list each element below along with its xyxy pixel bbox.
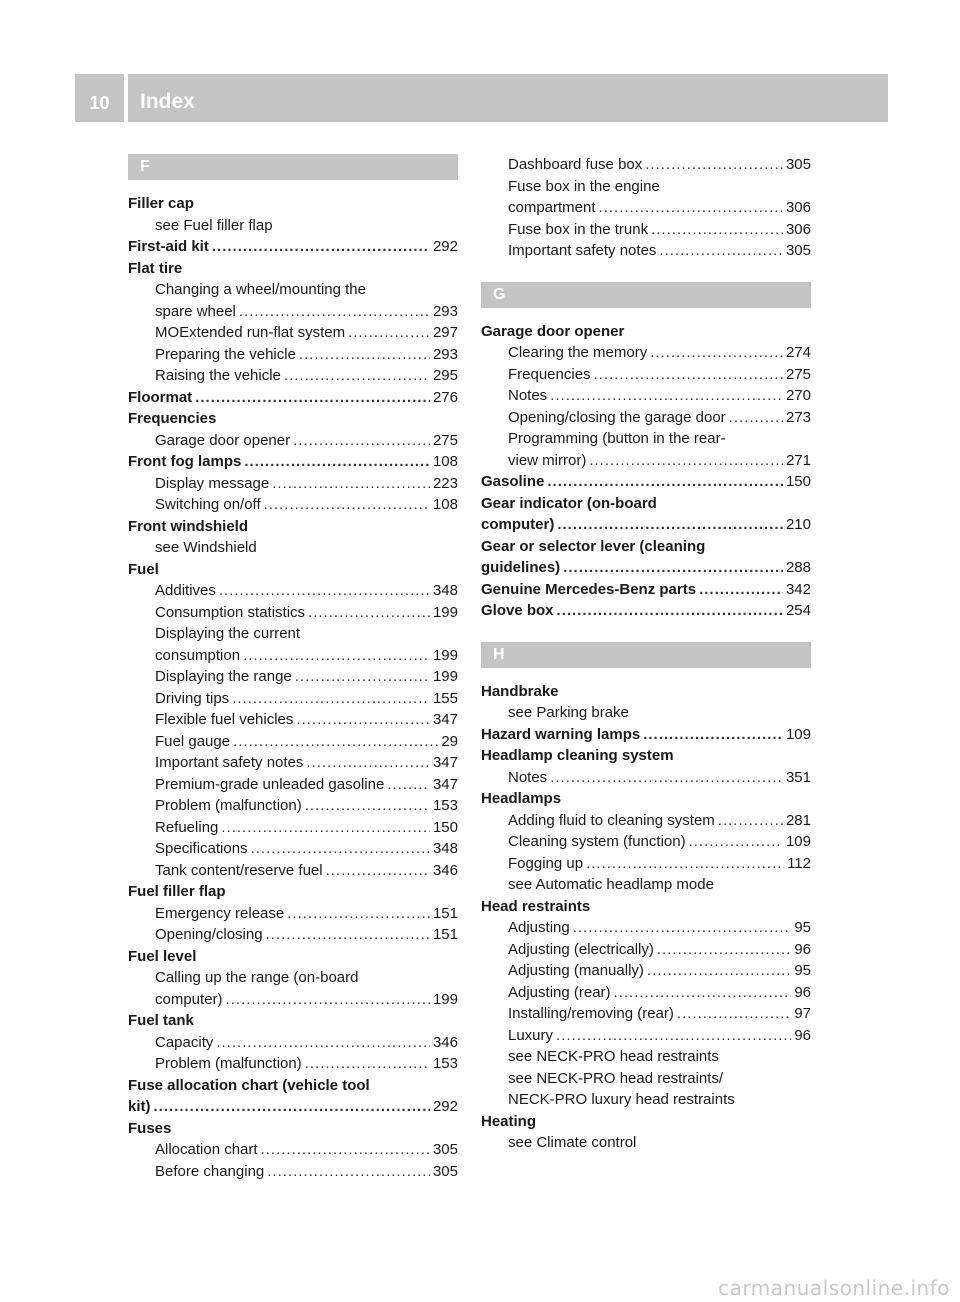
index-subentry [128, 215, 458, 237]
dot-leader [299, 344, 430, 366]
entry-text: Heating [481, 1112, 537, 1130]
page-reference: 346 [432, 1033, 458, 1051]
index-subentry [128, 903, 458, 925]
dot-leader [272, 473, 430, 495]
entry-text: Cleaning system (function) [508, 833, 686, 850]
page-reference: 96 [794, 1026, 811, 1044]
page-reference: 347 [432, 754, 458, 771]
entry-text: Problem (malfunction) [155, 1055, 302, 1072]
page-reference: 108 [432, 496, 458, 513]
dot-leader [643, 724, 783, 746]
page-reference: 273 [785, 408, 811, 426]
entry-text: Frequencies [128, 410, 217, 427]
index-entry [128, 559, 458, 581]
index-entry [128, 1075, 458, 1097]
index-subentry [481, 831, 811, 853]
dot-leader [243, 645, 430, 667]
dot-leader [651, 219, 783, 241]
index-subentry [481, 917, 811, 939]
index-subentry [481, 702, 811, 724]
dot-leader [550, 767, 783, 789]
entry-text: Gasoline [481, 473, 545, 490]
index-entry [481, 514, 811, 536]
entry-text: Raising the vehicle [155, 367, 281, 384]
entry-text: Garage door opener [155, 431, 291, 449]
dot-leader [287, 903, 430, 925]
index-subentry [481, 1025, 811, 1047]
dot-leader [244, 451, 430, 473]
entry-text: see NECK-PRO head restraints [508, 1048, 719, 1065]
dot-leader [659, 240, 783, 262]
index-subentry [481, 364, 811, 386]
index-subentry [481, 810, 811, 832]
index-subentry [128, 1161, 458, 1183]
page-reference: 295 [432, 367, 458, 384]
index-entry [128, 1118, 458, 1140]
page-reference: 306 [785, 199, 811, 216]
dot-leader [650, 342, 783, 364]
index-subentry [481, 385, 811, 407]
entry-text: Preparing the vehicle [155, 345, 296, 363]
index-entry [128, 946, 458, 968]
page-reference: 305 [785, 156, 811, 173]
dot-leader [550, 385, 783, 407]
dot-leader [594, 364, 783, 386]
entry-text: Fuel [128, 560, 159, 578]
index-subentry [128, 473, 458, 495]
dot-leader [296, 709, 430, 731]
entry-text: Gear indicator (on-board [481, 494, 657, 512]
page-reference: 275 [785, 365, 811, 383]
entry-text: Fuel filler flap [128, 883, 226, 900]
entry-text: Fuse box in the engine [508, 177, 660, 195]
entry-text: Fuse box in the trunk [508, 220, 649, 238]
dot-leader [306, 752, 430, 774]
dot-leader [219, 580, 430, 602]
page-reference: 109 [785, 833, 811, 850]
page-reference: 281 [785, 811, 811, 829]
index-entry [128, 1010, 458, 1032]
entry-text: First-aid kit [128, 238, 209, 255]
index-entry [128, 1096, 458, 1118]
entry-text: computer) [155, 990, 223, 1008]
dot-leader [212, 236, 430, 258]
index-subentry [481, 240, 811, 262]
index-entry [481, 896, 811, 918]
entry-text: Flexible fuel vehicles [155, 711, 294, 728]
entry-text: see Fuel filler flap [155, 216, 273, 234]
index-entry [481, 557, 811, 579]
entry-text: Opening/closing the garage door [508, 408, 726, 426]
page-reference: 151 [432, 904, 458, 922]
index-entry [481, 1111, 811, 1133]
page-reference: 112 [787, 854, 811, 872]
section-letter-header: F [128, 154, 458, 180]
entry-text: Garage door opener [481, 322, 625, 340]
entry-text: Fuel gauge [155, 732, 231, 750]
page-reference: 293 [432, 345, 458, 363]
index-subentry [128, 752, 458, 774]
entry-text: spare wheel [155, 302, 236, 320]
index-subentry [481, 1068, 811, 1090]
entry-text: Adjusting [508, 919, 570, 936]
dot-leader [718, 810, 783, 832]
dot-leader [599, 197, 783, 219]
index-entry [128, 408, 458, 430]
dot-leader [348, 322, 430, 344]
entry-text: Handbrake [481, 682, 559, 700]
page-reference: 276 [432, 388, 458, 406]
index-subentry [128, 989, 458, 1011]
index-entry [481, 536, 811, 558]
index-subentry [481, 767, 811, 789]
index-subentry [128, 322, 458, 344]
index-subentry [128, 1139, 458, 1161]
entry-text: Clearing the memory [508, 344, 648, 361]
dot-leader [556, 1025, 791, 1047]
index-subentry [128, 623, 458, 645]
dot-leader [677, 1003, 791, 1025]
entry-text: Switching on/off [155, 496, 261, 513]
index-entry [128, 516, 458, 538]
dot-leader [226, 989, 430, 1011]
entry-text: Front fog lamps [128, 453, 242, 470]
dot-leader [547, 471, 783, 493]
page-reference: 342 [785, 580, 811, 598]
dot-leader [305, 795, 430, 817]
index-entry [128, 387, 458, 409]
entry-text: see Automatic headlamp mode [508, 876, 714, 893]
entry-text: Fuel tank [128, 1012, 194, 1029]
dot-leader [699, 579, 783, 601]
index-subentry [481, 342, 811, 364]
entry-text: Capacity [155, 1033, 214, 1051]
dot-leader [216, 1032, 430, 1054]
entry-text: Frequencies [508, 365, 591, 383]
watermark: carmanualsonline.info [718, 1276, 950, 1300]
index-subentry [481, 960, 811, 982]
index-column-right [481, 154, 811, 1154]
page-reference: 199 [432, 668, 458, 685]
index-entry [481, 579, 811, 601]
index-subentry [128, 645, 458, 667]
index-subentry [481, 176, 811, 198]
entry-text: computer) [481, 516, 555, 533]
entry-text: Genuine Mercedes-Benz parts [481, 580, 697, 598]
index-subentry [128, 344, 458, 366]
index-entry [481, 321, 811, 343]
index-subentry [481, 428, 811, 450]
page-reference: 95 [794, 962, 811, 979]
entry-text: Displaying the current [155, 625, 301, 642]
index-subentry [481, 853, 811, 875]
entry-text: Luxury [508, 1026, 554, 1044]
index-subentry [481, 219, 811, 241]
entry-text: see Climate control [508, 1134, 637, 1151]
index-subentry [128, 688, 458, 710]
index-column-left [128, 154, 458, 1182]
page-reference: 97 [794, 1005, 811, 1022]
page-reference: 348 [432, 840, 458, 857]
dot-leader [267, 1161, 430, 1183]
dot-leader [657, 939, 791, 961]
entry-text: MOExtended run-flat system [155, 324, 346, 341]
dot-leader [305, 1053, 430, 1075]
entry-text: Emergency release [155, 904, 285, 922]
dot-leader [239, 301, 430, 323]
index-entry [481, 681, 811, 703]
index-subentry [481, 154, 811, 176]
entry-text: see Parking brake [508, 704, 629, 721]
entry-text: Important safety notes [155, 754, 304, 771]
dot-leader [589, 450, 783, 472]
page-reference: 292 [432, 238, 458, 255]
entry-text: Fuse allocation chart (vehicle tool [128, 1076, 370, 1094]
page-reference: 150 [785, 473, 811, 490]
entry-text: Notes [508, 768, 548, 786]
index-entry [128, 193, 458, 215]
dot-leader [586, 853, 784, 875]
index-subentry [128, 301, 458, 323]
index-subentry [128, 430, 458, 452]
entry-text: Fuses [128, 1119, 172, 1137]
page-reference: 270 [785, 387, 811, 404]
entry-text: Opening/closing [155, 926, 263, 943]
page-reference: 150 [432, 818, 458, 836]
page-reference: 292 [432, 1098, 458, 1115]
page-reference: 351 [785, 768, 811, 786]
page-reference: 223 [432, 474, 458, 492]
page-reference: 153 [432, 797, 458, 814]
index-subentry [128, 279, 458, 301]
index-subentry [481, 1089, 811, 1111]
page-reference: 199 [432, 990, 458, 1008]
page-reference: 199 [432, 603, 458, 621]
entry-text: Hazard warning lamps [481, 725, 641, 743]
index-subentry [481, 982, 811, 1004]
page-reference: 274 [785, 344, 811, 361]
page-reference: 155 [432, 689, 458, 707]
entry-text: Programming (button in the rear- [508, 430, 726, 447]
page-reference: 288 [785, 559, 811, 576]
page-reference: 347 [432, 711, 458, 728]
entry-text: Fuel level [128, 947, 197, 965]
index-subentry [128, 1032, 458, 1054]
page-reference: 306 [785, 220, 811, 238]
dot-leader [689, 831, 783, 853]
dot-leader [293, 430, 430, 452]
dot-leader [614, 982, 792, 1004]
section-gap [481, 262, 811, 282]
entry-text: NECK-PRO luxury head restraints [508, 1091, 735, 1108]
index-subentry [481, 1046, 811, 1068]
index-subentry [128, 795, 458, 817]
index-subentry [128, 838, 458, 860]
page-reference: 305 [432, 1141, 458, 1158]
entry-text: Adjusting (manually) [508, 962, 644, 979]
index-entry [481, 600, 811, 622]
entry-text: Problem (malfunction) [155, 797, 302, 814]
page-reference: 271 [785, 451, 811, 469]
entry-text: Refueling [155, 818, 219, 836]
entry-text: Adjusting (electrically) [508, 940, 654, 958]
dot-leader [154, 1096, 430, 1118]
entry-text: consumption [155, 646, 241, 664]
section-gap [481, 622, 811, 642]
dot-leader [195, 387, 430, 409]
entry-text: Dashboard fuse box [508, 156, 643, 173]
index-subentry [128, 580, 458, 602]
index-subentry [128, 666, 458, 688]
page-reference: 95 [794, 919, 811, 936]
dot-leader [387, 774, 430, 796]
dot-leader [647, 960, 791, 982]
page-reference: 348 [432, 582, 458, 599]
index-subentry [128, 774, 458, 796]
entry-text: Changing a wheel/mounting the [155, 281, 366, 298]
entry-text: Front windshield [128, 517, 248, 535]
entry-text: see NECK-PRO head restraints/ [508, 1069, 724, 1087]
page-reference: 153 [432, 1055, 458, 1072]
index-entry [481, 724, 811, 746]
index-entry [481, 471, 811, 493]
page-reference: 305 [432, 1162, 458, 1180]
entry-text: Installing/removing (rear) [508, 1005, 674, 1022]
entry-text: Adding fluid to cleaning system [508, 811, 715, 829]
entry-text: Notes [508, 387, 548, 404]
page-reference: 346 [432, 861, 458, 879]
index-subentry [128, 494, 458, 516]
dot-leader [221, 817, 430, 839]
entry-text: Important safety notes [508, 242, 657, 259]
index-subentry [128, 967, 458, 989]
dot-leader [295, 666, 430, 688]
dot-leader [645, 154, 783, 176]
entry-text: Glove box [481, 602, 554, 619]
page-reference: 297 [432, 324, 458, 341]
page-reference: 293 [432, 302, 458, 320]
dot-leader [232, 688, 430, 710]
entry-text: Headlamps [481, 790, 562, 807]
index-subentry [128, 1053, 458, 1075]
index-subentry [481, 1132, 811, 1154]
entry-text: Gear or selector lever (cleaning [481, 537, 706, 555]
page-reference: 96 [794, 940, 811, 958]
page-reference: 109 [785, 725, 811, 743]
dot-leader [308, 602, 430, 624]
index-subentry [128, 602, 458, 624]
entry-text: Premium-grade unleaded gasoline [155, 775, 385, 793]
page-reference: 347 [432, 775, 458, 793]
index-subentry [128, 365, 458, 387]
dot-leader [729, 407, 783, 429]
entry-text: Consumption statistics [155, 603, 306, 621]
page-title: Index [128, 74, 888, 122]
page-reference: 199 [432, 646, 458, 664]
dot-leader [557, 514, 783, 536]
entry-text: Calling up the range (on-board [155, 969, 359, 986]
index-entry [481, 788, 811, 810]
entry-text: Allocation chart [155, 1141, 258, 1158]
entry-text: Flat tire [128, 259, 183, 277]
section-letter-header: H [481, 642, 811, 668]
dot-leader [326, 860, 430, 882]
entry-text: guidelines) [481, 559, 561, 576]
index-entry [128, 236, 458, 258]
dot-leader [264, 494, 430, 516]
page-reference: 210 [785, 516, 811, 533]
page-number: 10 [75, 74, 124, 122]
entry-text: Head restraints [481, 897, 591, 915]
index-entry [481, 745, 811, 767]
index-subentry [481, 197, 811, 219]
index-subentry [128, 860, 458, 882]
dot-leader [284, 365, 430, 387]
entry-text: Before changing [155, 1162, 265, 1180]
entry-text: Adjusting (rear) [508, 983, 611, 1001]
dot-leader [261, 1139, 430, 1161]
entry-text: see Windshield [155, 539, 257, 556]
index-entry [128, 258, 458, 280]
entry-text: kit) [128, 1098, 151, 1115]
entry-text: view mirror) [508, 451, 587, 469]
index-entry [481, 493, 811, 515]
entry-text: Additives [155, 582, 216, 599]
dot-leader [557, 600, 783, 622]
index-subentry [128, 731, 458, 753]
index-entry [128, 451, 458, 473]
dot-leader [563, 557, 783, 579]
index-subentry [481, 1003, 811, 1025]
index-subentry [481, 939, 811, 961]
page-reference: 108 [432, 453, 458, 470]
entry-text: Fogging up [508, 854, 584, 872]
page-reference: 254 [785, 602, 811, 619]
entry-text: Displaying the range [155, 668, 292, 685]
entry-text: Specifications [155, 840, 248, 857]
index-subentry [128, 924, 458, 946]
entry-text: Filler cap [128, 195, 194, 212]
page-reference: 305 [785, 242, 811, 259]
entry-text: Driving tips [155, 689, 230, 707]
index-entry [128, 881, 458, 903]
index-subentry [481, 407, 811, 429]
entry-text: Display message [155, 474, 270, 492]
index-subentry [128, 537, 458, 559]
index-subentry [128, 817, 458, 839]
index-subentry [481, 450, 811, 472]
index-subentry [128, 709, 458, 731]
entry-text: compartment [508, 199, 596, 216]
page-reference: 151 [432, 926, 458, 943]
dot-leader [266, 924, 430, 946]
page-reference: 275 [432, 431, 458, 449]
dot-leader [251, 838, 430, 860]
dot-leader [573, 917, 792, 939]
entry-text: Floormat [128, 388, 193, 406]
section-letter-header: G [481, 282, 811, 308]
index-subentry [481, 874, 811, 896]
page-reference: 96 [794, 983, 811, 1001]
page-reference: 29 [441, 732, 458, 750]
dot-leader [233, 731, 438, 753]
entry-text: Tank content/reserve fuel [155, 861, 323, 879]
entry-text: Headlamp cleaning system [481, 747, 674, 764]
